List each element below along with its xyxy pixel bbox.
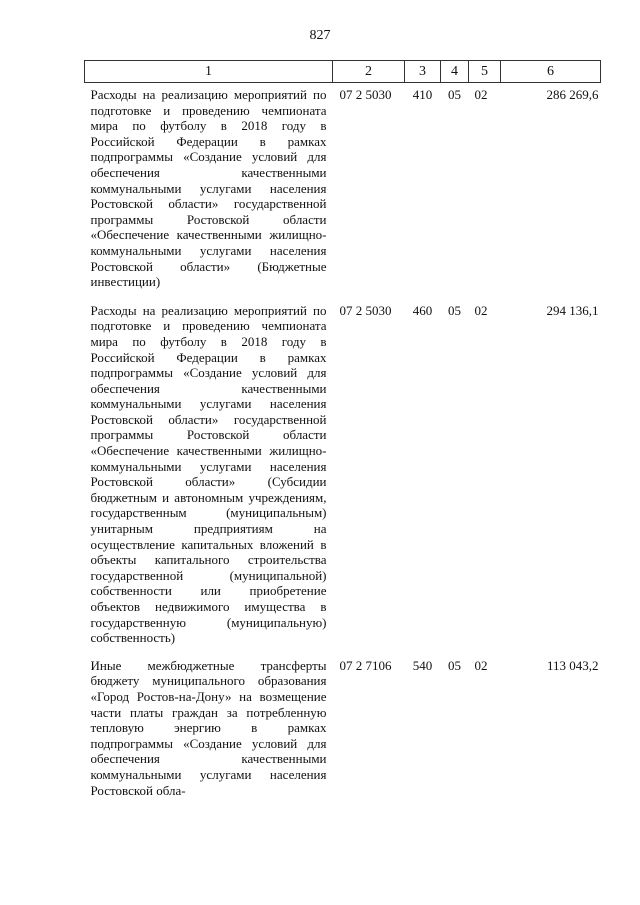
table-header-row xyxy=(85,61,601,83)
row-section: 05 xyxy=(448,302,461,318)
table-row xyxy=(85,646,601,798)
column-header-2: 2 xyxy=(333,61,405,83)
column-header-5: 5 xyxy=(469,61,501,83)
column-header-4: 4 xyxy=(441,61,469,83)
row-section: 05 xyxy=(448,657,461,673)
row-description: Расходы на реализацию мероприятий по подготовке и проведению чемпионата мира по футболу в 2018 году в Российской Федерации в рамках подпрограммы «Создание условий для обеспечения качественными коммунальными услугами населения Ростовской области» государственной программы Ростовской области «Обеспечение качественными жилищно-коммунальными услугами населения Ростовской области» (Субсидии бюджетным и автономным учреждениям, государственным (муниципальным) унитарным предприятиям на осуществление капитальных вложений в объекты капитального строительства государственной (муниципальной) собственности или приобретение объектов недвижимого имущества в государственную (муниципальную) собственность) xyxy=(90,302,327,646)
row-target-code: 07 2 5030 xyxy=(339,302,392,318)
budget-table xyxy=(84,60,601,798)
table-row xyxy=(85,83,601,290)
row-amount: 294 136,1 xyxy=(546,302,599,318)
row-amount: 286 269,6 xyxy=(546,87,599,102)
table-row xyxy=(85,290,601,646)
column-header-1: 1 xyxy=(85,61,333,83)
row-subsection: 02 xyxy=(474,657,488,673)
column-header-6: 6 xyxy=(501,61,601,83)
row-expense-type: 540 xyxy=(412,657,433,673)
row-subsection: 02 xyxy=(474,87,488,102)
row-section: 05 xyxy=(448,87,461,102)
row-expense-type: 410 xyxy=(412,87,433,102)
row-target-code: 07 2 7106 xyxy=(339,657,392,673)
column-header-3: 3 xyxy=(405,61,441,83)
row-description: Расходы на реализацию мероприятий по подготовке и проведению чемпионата мира по футболу в 2018 году в Российской Федерации в рамках подпрограммы «Создание условий для обеспечения качественными коммунальными услугами населения Ростовской области» государственной программы Ростовской области «Обеспечение качественными жилищно-коммунальными услугами населения Ростовской области» (Бюджетные инвестиции) xyxy=(90,87,327,290)
row-description: Иные межбюджетные трансферты бюджету муниципального образования «Город Ростов-на-Дону» на возмещение части платы граждан за потребленную тепловую энергию в рамках подпрограммы «Создание условий для обеспечения качественными коммунальными услугами населения Ростовской обла- xyxy=(90,657,327,798)
row-expense-type: 460 xyxy=(412,302,433,318)
row-subsection: 02 xyxy=(474,302,488,318)
row-target-code: 07 2 5030 xyxy=(339,87,392,102)
row-amount: 113 043,2 xyxy=(546,657,599,673)
page-number: 827 xyxy=(309,28,331,43)
